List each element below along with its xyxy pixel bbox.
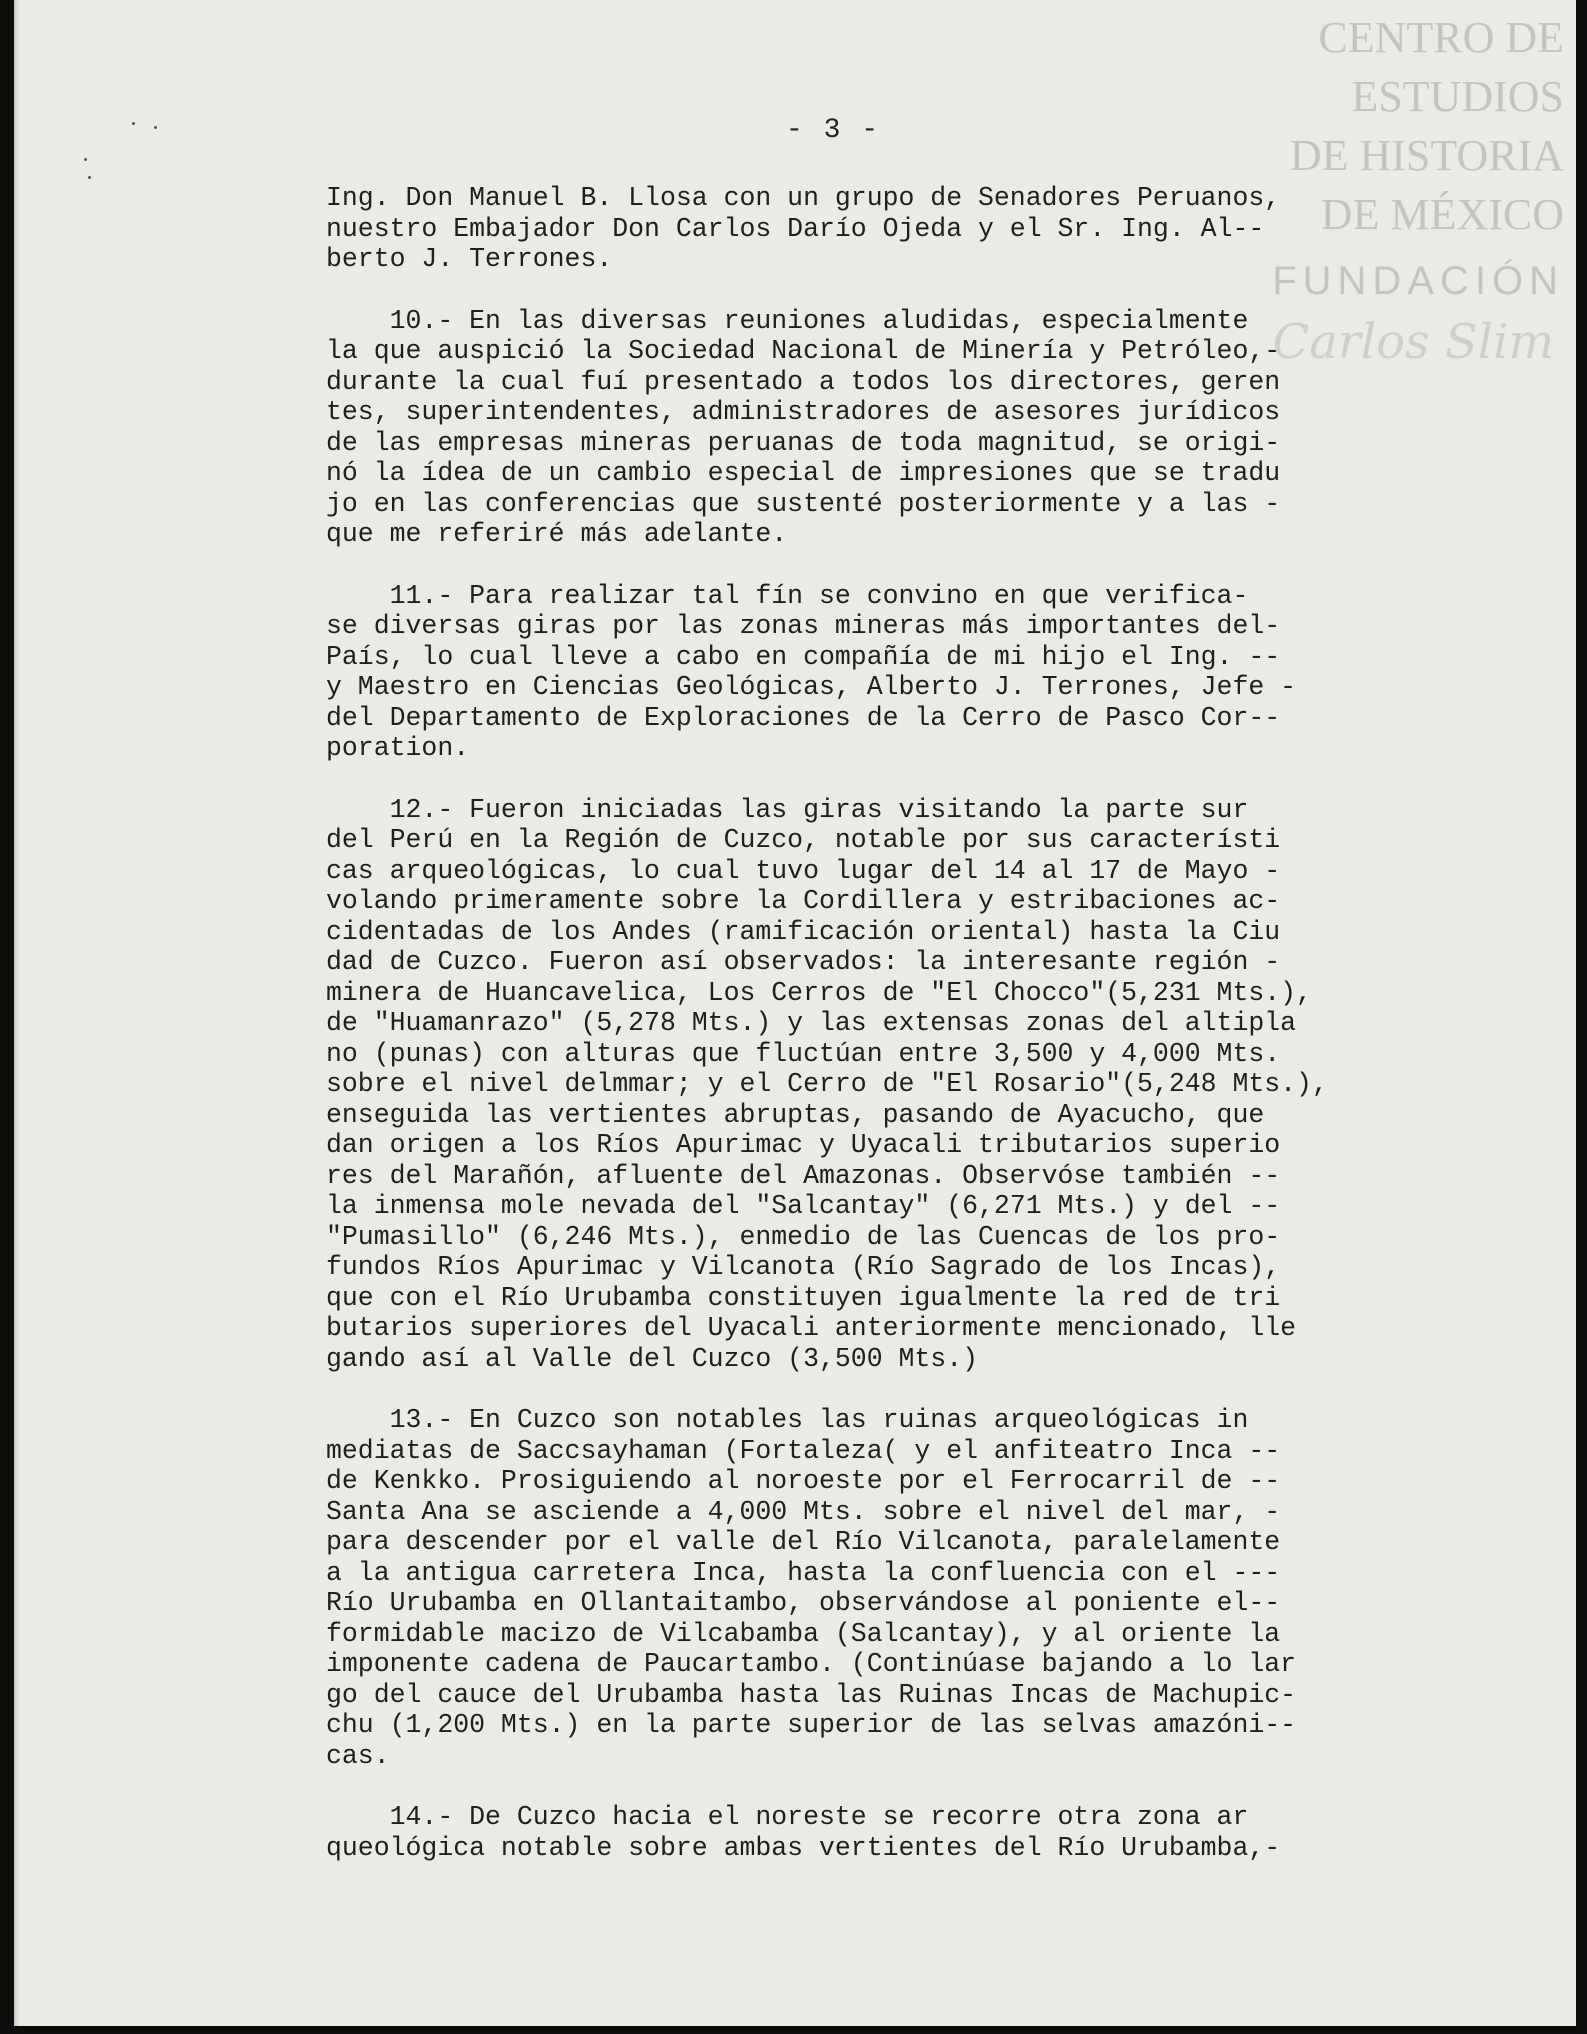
watermark-foundation: FUNDACIÓN — [1272, 259, 1564, 303]
text-line: la inmensa mole nevada del "Salcantay" (6,271 Mts.) y del -- — [326, 1191, 1281, 1221]
text-line: berto J. Terrones. — [326, 244, 613, 274]
watermark-line: CENTRO DE — [1318, 13, 1564, 62]
text-line: que con el Río Urubamba constituyen igualmente la red de tri — [326, 1282, 1281, 1313]
paragraph-12 — [326, 795, 1526, 1375]
text-line: dan origen a los Ríos Apurimac y Uyacali tributarios superio — [326, 1130, 1281, 1160]
text-line: no (punas) con alturas que fluctúan entre 3,500 y 4,000 Mts. — [326, 1038, 1281, 1069]
document-body — [326, 183, 1526, 1863]
scan-speck — [132, 122, 135, 125]
scan-speck — [154, 126, 157, 129]
text-line: volando primeramente sobre la Cordillera y estribaciones ac- — [326, 886, 1281, 916]
paragraph-13 — [326, 1405, 1526, 1771]
text-line: gando así al Valle del Cuzco (3,500 Mts.) — [326, 1343, 979, 1374]
text-line: enseguida las vertientes abruptas, pasando de Ayacucho, que — [326, 1099, 1265, 1130]
text-line: para descender por el valle del Río Vilcanota, paralelamente — [326, 1527, 1281, 1557]
text-line: sobre el nivel delmmar; y el Cerro de "El Rosario"(5,248 Mts.), — [326, 1069, 1328, 1099]
document-page — [14, 0, 1576, 2026]
watermark-line: DE MÉXICO — [1320, 190, 1564, 239]
text-line: dad de Cuzco. Fueron así observados: la interesante región - — [326, 947, 1281, 977]
paragraph-14 — [326, 1802, 1526, 1863]
watermark-line: ESTUDIOS — [1351, 72, 1564, 121]
text-line: go del cauce del Urubamba hasta las Ruinas Incas de Machupic- — [326, 1679, 1297, 1710]
text-line: minera de Huancavelica, Los Cerros de "El Chocco"(5,231 Mts.), — [326, 977, 1312, 1008]
intro-paragraph — [326, 183, 1526, 275]
text-line: chu (1,200 Mts.) en la parte superior de las selvas amazóni-- — [326, 1710, 1297, 1740]
text-line: imponente cadena de Paucartambo. (Continúase bajando a lo lar — [326, 1649, 1297, 1679]
text-line: jo en las conferencias que sustenté posteriormente y a las - — [326, 488, 1281, 519]
text-line: formidable macizo de Vilcabamba (Salcantay), y al oriente la — [326, 1618, 1281, 1649]
text-line: fundos Ríos Apurimac y Vilcanota (Río Sagrado de los Incas), — [326, 1252, 1281, 1282]
text-line: País, lo cual lleve a cabo en compañía de mi hijo el Ing. -- — [326, 641, 1281, 672]
text-line: de "Huamanrazo" (5,278 Mts.) y las extensas zonas del altipla — [326, 1008, 1297, 1038]
text-line: del Departamento de Exploraciones de la Cerro de Pasco Cor-- — [326, 702, 1281, 733]
text-line: del Perú en la Región de Cuzco, notable por sus característi — [326, 825, 1281, 855]
paragraph-10 — [326, 306, 1526, 550]
text-line: butarios superiores del Uyacali anteriormente mencionado, lle — [326, 1313, 1297, 1343]
watermark-signature: Carlos Slim — [1272, 314, 1554, 370]
text-line: 13.- En Cuzco son notables las ruinas arqueológicas in — [326, 1405, 1249, 1435]
text-line: mediatas de Saccsayhaman (Fortaleza( y el anfiteatro Inca -- — [326, 1435, 1281, 1466]
text-line: nó la ídea de un cambio especial de impresiones que se tradu — [326, 458, 1281, 488]
text-line: cas. — [326, 1740, 390, 1771]
scan-edge — [14, 0, 20, 2026]
text-line: Ing. Don Manuel B. Llosa con un grupo de Senadores Peruanos, — [326, 183, 1281, 213]
text-line: nuestro Embajador Don Carlos Darío Ojeda y el Sr. Ing. Al-- — [326, 213, 1265, 244]
watermark-line: DE HISTORIA — [1289, 131, 1564, 180]
paragraph-11 — [326, 581, 1526, 764]
text-line: cidentadas de los Andes (ramificación oriental) hasta la Ciu — [326, 916, 1281, 947]
text-line: poration. — [326, 733, 470, 763]
text-line: Santa Ana se asciende a 4,000 Mts. sobre el nivel del mar, - — [326, 1496, 1281, 1527]
text-line: la que auspició la Sociedad Nacional de Minería y Petróleo,- — [326, 336, 1281, 366]
text-line: 14.- De Cuzco hacia el noreste se recorre otra zona ar — [326, 1802, 1249, 1832]
text-line: Río Urubamba en Ollantaitambo, observándose al poniente el-- — [326, 1588, 1281, 1618]
scan-speck — [84, 158, 87, 161]
text-line: queológica notable sobre ambas vertientes del Río Urubamba,- — [326, 1832, 1281, 1863]
text-line: a la antigua carretera Inca, hasta la confluencia con el --- — [326, 1557, 1281, 1588]
text-line: 10.- En las diversas reuniones aludidas, especialmente — [326, 305, 1249, 336]
text-line: durante la cual fuí presentado a todos los directores, geren — [326, 366, 1281, 397]
scan-speck — [88, 176, 91, 179]
page-number: - 3 - — [786, 115, 881, 146]
text-line: "Pumasillo" (6,246 Mts.), enmedio de las Cuencas de los pro- — [326, 1221, 1281, 1252]
text-line: 11.- Para realizar tal fín se convino en que verifica- — [326, 580, 1249, 611]
text-line: res del Marañón, afluente del Amazonas. Observóse también -- — [326, 1160, 1281, 1191]
text-line: cas arqueológicas, lo cual tuvo lugar del 14 al 17 de Mayo - — [326, 855, 1281, 886]
text-line: que me referiré más adelante. — [326, 519, 788, 549]
text-line: se diversas giras por las zonas mineras más importantes del- — [326, 611, 1281, 641]
text-line: de Kenkko. Prosiguiendo al noroeste por el Ferrocarril de -- — [326, 1466, 1281, 1496]
text-line: y Maestro en Ciencias Geológicas, Alberto J. Terrones, Jefe - — [326, 672, 1297, 702]
text-line: 12.- Fueron iniciadas las giras visitando la parte sur — [326, 794, 1249, 825]
text-line: de las empresas mineras peruanas de toda magnitud, se origi- — [326, 427, 1281, 458]
text-line: tes, superintendentes, administradores de asesores jurídicos — [326, 397, 1281, 427]
